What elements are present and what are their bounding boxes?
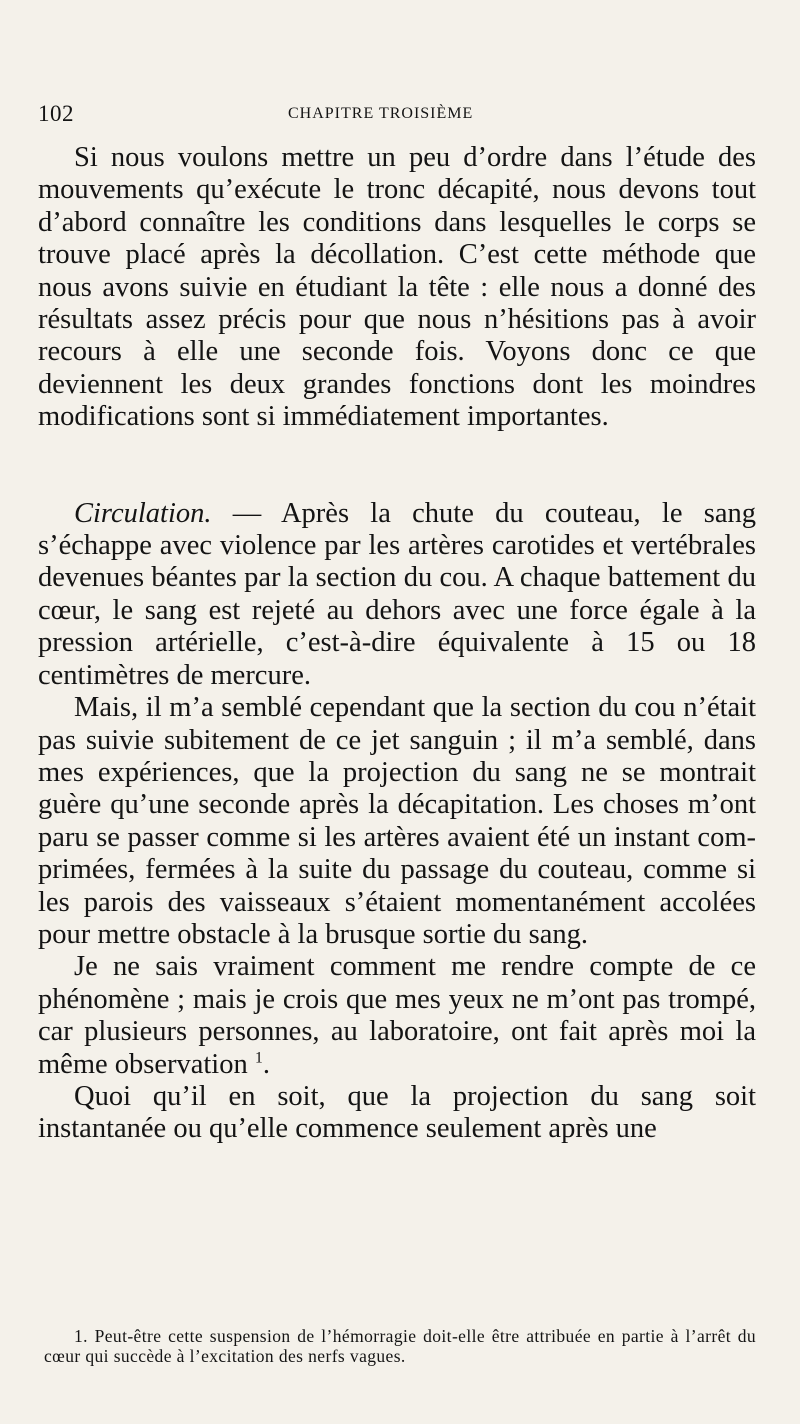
paragraph-text-end: . xyxy=(262,1048,270,1080)
paragraph-text: Mais, il m’a semblé cependant que la section du cou n’était pas suivie subitement de ce jet sanguin ; il m’a semblé, dans mes expériences, que la projection du sang ne se montrait guère qu’une seconde après la décapitation. Les choses m’ont paru se passer comme si les artères avaient été un instant comprimées, fermées à la suite du passage du couteau, comme si les parois des vaisseaux s’étaient momentanément accolées pour mettre obstacle à la brusque sortie du sang. xyxy=(38,692,756,950)
page-number: 102 xyxy=(38,101,74,126)
paragraph-jet xyxy=(38,692,756,951)
section-lead-circulation: Circulation. xyxy=(74,497,212,529)
footnote-reference[interactable]: 1 xyxy=(254,1049,263,1067)
paragraph-quoi xyxy=(38,1081,756,1146)
paragraph-phenomene xyxy=(38,951,756,1081)
footnote-text: Peut-être cette suspension de l’hémorragie doit-elle être attribuée en partie à l’arrêt du cœur qui succède à l’excitation des nerfs vagues. xyxy=(44,1326,756,1366)
paragraph-text: — Après la chute du couteau, le sang s’échappe avec violence par les artères carotides et vertébrales devenues béantes par la section du cou. A chaque battement du cœur, le sang est rejeté au dehors avec une force égale à la pression artérielle, c’est-à-dire équivalente à 15 ou 18 centimètres de mercure. xyxy=(38,497,756,691)
paragraph-circulation xyxy=(38,498,756,692)
paragraph-intro xyxy=(38,142,756,434)
paragraph-text: Si nous voulons mettre un peu d’ordre dans l’étude des mouvements qu’exécute le tronc décapité, nous devons tout d’abord connaître les conditions dans lesquelles le corps se trouve placé après la décollation. C’est cette méthode que nous avons suivie en étudiant la tête : elle nous a donné des résultats assez précis pour que nous n’hésitions pas à avoir recours à elle une seconde fois. Voyons donc ce que deviennent les deux grandes fonctions dont les moindres modifications sont si immédiatement importantes. xyxy=(38,142,756,433)
body-text xyxy=(38,142,756,1146)
footnote-marker: 1. xyxy=(74,1326,88,1346)
running-head: CHAPITRE TROISIÈME xyxy=(288,105,474,122)
footnote-1 xyxy=(44,1326,756,1366)
paragraph-text: Je ne sais vraiment comment me rendre compte de ce phénomène ; mais je crois que mes yeux ne m’ont pas trompé, car plusieurs personnes, au laboratoire, ont fait après moi la même observation xyxy=(38,951,756,1080)
footnotes xyxy=(44,1326,756,1366)
page-header xyxy=(38,101,758,131)
paragraph-text: Quoi qu’il en soit, que la projection du sang soit instantanée ou qu’elle commence seulement après une xyxy=(38,1080,756,1145)
